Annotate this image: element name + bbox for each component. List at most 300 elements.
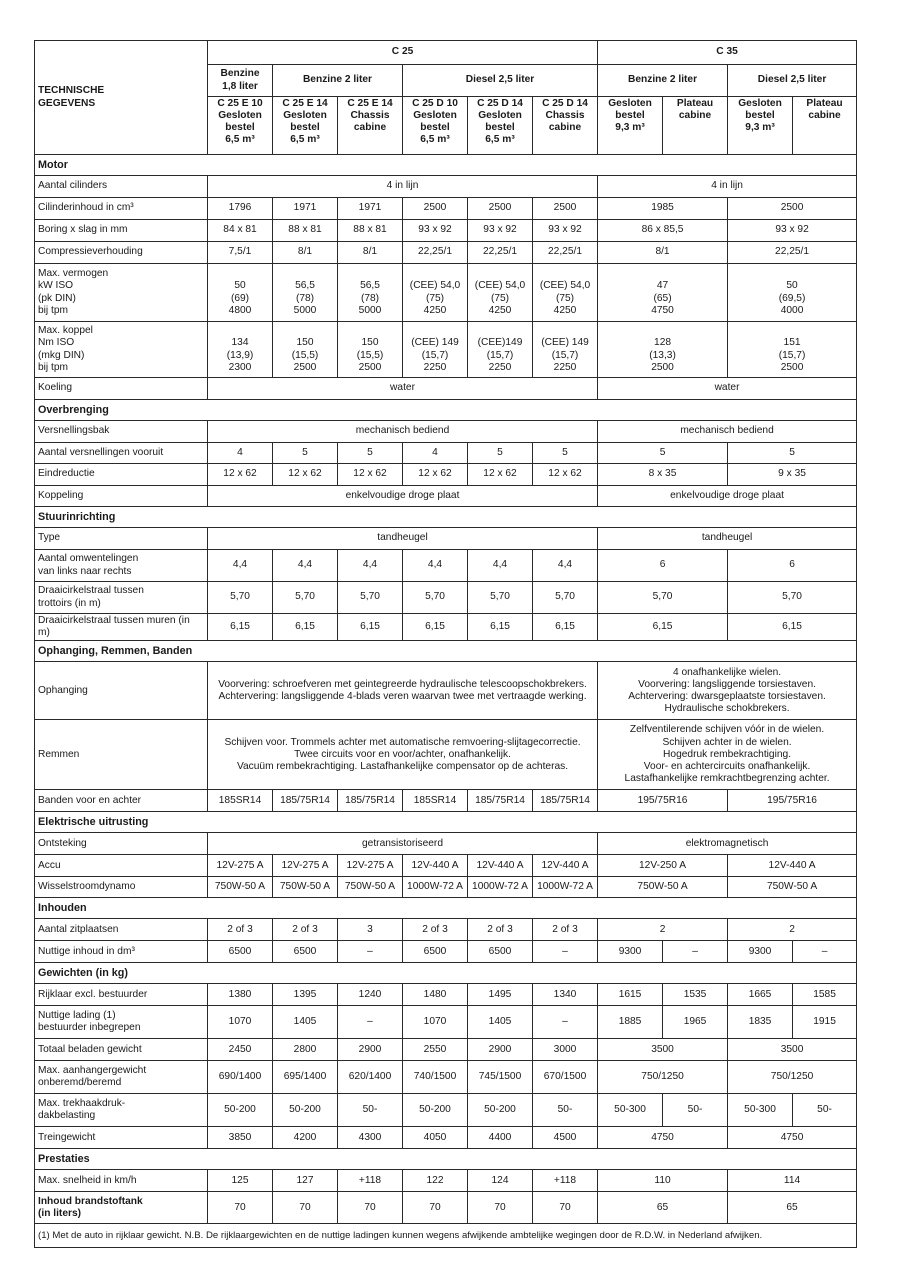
table-cell: enkelvoudige droge plaat (598, 486, 857, 507)
table-cell: 128 (13,3) 2500 (598, 322, 728, 378)
table-cell: 9 x 35 (728, 464, 857, 486)
table-cell: 150 (15,5) 2500 (338, 322, 403, 378)
row-label: Compressieverhouding (35, 242, 208, 264)
table-cell: 114 (728, 1170, 857, 1192)
table-cell: 50- (533, 1094, 598, 1127)
table-cell: 70 (273, 1192, 338, 1224)
table-cell: 8/1 (598, 242, 728, 264)
table-row (35, 264, 857, 322)
section-row (35, 812, 857, 833)
table-cell: 1340 (533, 984, 598, 1006)
row-label: Aantal zitplaatsen (35, 919, 208, 941)
row-label: Cilinderinhoud in cm³ (35, 198, 208, 220)
table-row (35, 1039, 857, 1061)
table-cell: 5,70 (273, 582, 338, 614)
table-cell: mechanisch bediend (208, 421, 598, 443)
row-label: Koppeling (35, 486, 208, 507)
row-label: Max. koppel Nm ISO (mkg DIN) bij tpm (35, 322, 208, 378)
table-cell: 4 in lijn (208, 176, 598, 198)
table-cell: 22,25/1 (468, 242, 533, 264)
table-cell: 12 x 62 (208, 464, 273, 486)
table-cell: 695/1400 (273, 1061, 338, 1094)
table-cell: 2450 (208, 1039, 273, 1061)
table-row (35, 919, 857, 941)
table-cell: 84 x 81 (208, 220, 273, 242)
fuel-header: Benzine 2 liter (598, 65, 728, 97)
table-cell: enkelvoudige droge plaat (208, 486, 598, 507)
table-cell: water (208, 378, 598, 400)
table-cell: 70 (468, 1192, 533, 1224)
table-cell: (CEE) 54,0 (75) 4250 (403, 264, 468, 322)
table-row (35, 421, 857, 443)
table-cell: 750W-50 A (338, 877, 403, 898)
footnote: (1) Met de auto in rijklaar gewicht. N.B. De rijklaargewichten en de nuttige ladingen kunnen wegens afwijkende ambtelijke wegingen door de R.D.W. in Nederland afwijken. (35, 1224, 857, 1248)
row-label: Ontsteking (35, 833, 208, 855)
table-cell: 5,70 (728, 582, 857, 614)
table-cell: 12V-440 A (728, 855, 857, 877)
table-cell: 3 (338, 919, 403, 941)
table-cell: 1405 (468, 1006, 533, 1039)
table-cell: 12V-275 A (338, 855, 403, 877)
table-cell: 185/75R14 (533, 790, 598, 812)
table-cell: Schijven voor. Trommels achter met automatische remvoering-slijtagecorrectie. Twee circuits voor en voor/achter, onafhankelijk. Vacuüm rembekrachtiging. Lastafhankelijke compensator op de achteras. (208, 720, 598, 790)
table-cell: 9300 (728, 941, 793, 963)
table-cell: 2 (598, 919, 728, 941)
table-cell: 12 x 62 (468, 464, 533, 486)
table-cell: 5,70 (338, 582, 403, 614)
row-label: Max. vermogen kW ISO (pk DIN) bij tpm (35, 264, 208, 322)
table-cell: 8/1 (273, 242, 338, 264)
table-cell: 50- (793, 1094, 857, 1127)
table-cell: 6500 (273, 941, 338, 963)
table-row (35, 378, 857, 400)
table-cell: 750W-50 A (728, 877, 857, 898)
table-cell: 93 x 92 (403, 220, 468, 242)
row-label: Boring x slag in mm (35, 220, 208, 242)
table-cell: 185/75R14 (468, 790, 533, 812)
model-header: C 25 D 10 Gesloten bestel 6,5 m³ (403, 97, 468, 155)
row-label: Aantal versnellingen vooruit (35, 443, 208, 464)
table-cell: 1965 (663, 1006, 728, 1039)
table-cell: 1535 (663, 984, 728, 1006)
table-cell: 2900 (468, 1039, 533, 1061)
table-cell: 740/1500 (403, 1061, 468, 1094)
table-row (35, 1192, 857, 1224)
table-cell: 70 (403, 1192, 468, 1224)
table-cell: 5,70 (533, 582, 598, 614)
table-cell: 150 (15,5) 2500 (273, 322, 338, 378)
table-cell: 9300 (598, 941, 663, 963)
table-cell: – (338, 941, 403, 963)
row-label: Rijklaar excl. bestuurder (35, 984, 208, 1006)
table-cell: 1915 (793, 1006, 857, 1039)
table-cell: 12V-440 A (403, 855, 468, 877)
table-cell: 4750 (598, 1127, 728, 1149)
table-row (35, 720, 857, 790)
row-label: Draaicirkelstraal tussen muren (in m) (35, 614, 208, 641)
header-row-group (35, 41, 857, 65)
table-row (35, 1094, 857, 1127)
table-cell: 4750 (728, 1127, 857, 1149)
table-cell: 1665 (728, 984, 793, 1006)
table-cell: 620/1400 (338, 1061, 403, 1094)
row-label: Max. snelheid in km/h (35, 1170, 208, 1192)
table-row (35, 984, 857, 1006)
table-cell: 12V-440 A (468, 855, 533, 877)
row-label: Draaicirkelstraal tussen trottoirs (in m) (35, 582, 208, 614)
table-cell: 70 (338, 1192, 403, 1224)
table-cell: 185/75R14 (273, 790, 338, 812)
table-cell: 1000W-72 A (533, 877, 598, 898)
table-cell: 50-200 (208, 1094, 273, 1127)
section-header: Elektrische uitrusting (35, 812, 857, 833)
table-cell: +118 (533, 1170, 598, 1192)
section-row (35, 155, 857, 176)
table-cell: 5 (533, 443, 598, 464)
table-row (35, 176, 857, 198)
table-row (35, 1127, 857, 1149)
table-cell: 50- (338, 1094, 403, 1127)
table-cell: 12 x 62 (533, 464, 598, 486)
table-cell: 50 (69) 4800 (208, 264, 273, 322)
table-cell: 50-200 (468, 1094, 533, 1127)
table-cell: 12V-440 A (533, 855, 598, 877)
table-cell: 4 in lijn (598, 176, 857, 198)
table-cell: 6,15 (338, 614, 403, 641)
group-header-c35: C 35 (598, 41, 857, 65)
table-cell: 2500 (728, 198, 857, 220)
row-label: Max. trekhaakdruk- dakbelasting (35, 1094, 208, 1127)
table-cell: 5 (598, 443, 728, 464)
section-header: Inhouden (35, 898, 857, 919)
table-cell: 4050 (403, 1127, 468, 1149)
table-cell: Zelfventilerende schijven vóór in de wielen. Schijven achter in de wielen. Hogedruk rembekrachtiging. Voor- en achtercircuits onafhankelijk. Lastafhankelijke remkrachtbegrenzing achter. (598, 720, 857, 790)
fuel-header: Benzine 2 liter (273, 65, 403, 97)
table-cell: 22,25/1 (728, 242, 857, 264)
table-cell: 47 (65) 4750 (598, 264, 728, 322)
specs-body (35, 41, 857, 1248)
table-cell: 12V-250 A (598, 855, 728, 877)
table-cell: 185SR14 (208, 790, 273, 812)
table-cell: tandheugel (208, 528, 598, 550)
table-cell: 3000 (533, 1039, 598, 1061)
table-cell: elektromagnetisch (598, 833, 857, 855)
section-row (35, 641, 857, 662)
table-cell: Voorvering: schroefveren met geintegreerde hydraulische telescoopschokbrekers. Achtervering: langsliggende 4-blads veren waarvan twee met vertraagde werking. (208, 662, 598, 720)
table-cell: 50 (69,5) 4000 (728, 264, 857, 322)
table-cell: 750/1250 (598, 1061, 728, 1094)
table-cell: 690/1400 (208, 1061, 273, 1094)
table-cell: – (533, 1006, 598, 1039)
table-cell: 5 (728, 443, 857, 464)
table-cell: 4,4 (273, 550, 338, 582)
table-cell: 1615 (598, 984, 663, 1006)
table-cell: 70 (208, 1192, 273, 1224)
table-cell: 50-200 (403, 1094, 468, 1127)
table-cell: 6500 (468, 941, 533, 963)
table-cell: 1885 (598, 1006, 663, 1039)
table-cell: 3500 (598, 1039, 728, 1061)
model-header: Gesloten bestel 9,3 m³ (728, 97, 793, 155)
model-header: Plateau cabine (793, 97, 857, 155)
table-cell: 12 x 62 (273, 464, 338, 486)
table-cell: (CEE) 149 (15,7) 2250 (533, 322, 598, 378)
table-cell: 745/1500 (468, 1061, 533, 1094)
table-cell: 8 x 35 (598, 464, 728, 486)
row-label: Ophanging (35, 662, 208, 720)
footnote-row (35, 1224, 857, 1248)
table-row (35, 220, 857, 242)
table-cell: 4 onafhankelijke wielen. Voorvering: langsliggende torsiestaven. Achtervering: dwarsgeplaatste torsiestaven. Hydraulische schokbrekers. (598, 662, 857, 720)
table-cell: 4400 (468, 1127, 533, 1149)
table-cell: 22,25/1 (533, 242, 598, 264)
table-cell: 88 x 81 (273, 220, 338, 242)
table-cell: 125 (208, 1170, 273, 1192)
section-row (35, 898, 857, 919)
table-cell: +118 (338, 1170, 403, 1192)
table-cell: 65 (728, 1192, 857, 1224)
table-cell: 6 (598, 550, 728, 582)
table-cell: 6,15 (468, 614, 533, 641)
row-label: Wisselstroomdynamo (35, 877, 208, 898)
table-cell: 4200 (273, 1127, 338, 1149)
table-cell: 750/1250 (728, 1061, 857, 1094)
row-label: Type (35, 528, 208, 550)
model-header: C 25 E 14 Gesloten bestel 6,5 m³ (273, 97, 338, 155)
table-cell: 12 x 62 (338, 464, 403, 486)
model-header: C 25 E 10 Gesloten bestel 6,5 m³ (208, 97, 273, 155)
table-cell: mechanisch bediend (598, 421, 857, 443)
table-cell: 50-300 (598, 1094, 663, 1127)
table-cell: 122 (403, 1170, 468, 1192)
table-row (35, 877, 857, 898)
table-cell: tandheugel (598, 528, 857, 550)
table-cell: 50- (663, 1094, 728, 1127)
table-cell: 1380 (208, 984, 273, 1006)
table-cell: 1985 (598, 198, 728, 220)
table-cell: 127 (273, 1170, 338, 1192)
table-cell: 110 (598, 1170, 728, 1192)
table-row (35, 941, 857, 963)
table-cell: 6,15 (598, 614, 728, 641)
table-row (35, 1170, 857, 1192)
table-cell: 2500 (468, 198, 533, 220)
table-row (35, 1006, 857, 1039)
table-row (35, 198, 857, 220)
table-cell: 70 (533, 1192, 598, 1224)
table-cell: getransistoriseerd (208, 833, 598, 855)
table-cell: 5 (338, 443, 403, 464)
table-cell: 5 (273, 443, 338, 464)
table-cell: 3500 (728, 1039, 857, 1061)
table-cell: 2 of 3 (208, 919, 273, 941)
table-cell: – (533, 941, 598, 963)
table-cell: 6,15 (533, 614, 598, 641)
table-cell: 195/75R16 (728, 790, 857, 812)
model-header: C 25 E 14 Chassis cabine (338, 97, 403, 155)
table-cell: 1585 (793, 984, 857, 1006)
table-cell: (CEE)149 (15,7) 2250 (468, 322, 533, 378)
table-cell: 670/1500 (533, 1061, 598, 1094)
specs-table (34, 40, 857, 1248)
section-header: Motor (35, 155, 857, 176)
table-cell: 50-300 (728, 1094, 793, 1127)
row-label: Accu (35, 855, 208, 877)
table-cell: 50-200 (273, 1094, 338, 1127)
table-cell: 6 (728, 550, 857, 582)
table-row (35, 582, 857, 614)
table-cell: 2 of 3 (533, 919, 598, 941)
table-cell: 1000W-72 A (403, 877, 468, 898)
table-cell: 185/75R14 (338, 790, 403, 812)
table-cell: 8/1 (338, 242, 403, 264)
table-cell: 56,5 (78) 5000 (273, 264, 338, 322)
table-cell: (CEE) 54,0 (75) 4250 (533, 264, 598, 322)
table-cell: 1070 (208, 1006, 273, 1039)
row-label: Eindreductie (35, 464, 208, 486)
table-cell: 12V-275 A (208, 855, 273, 877)
row-label: Nuttige inhoud in dm³ (35, 941, 208, 963)
table-cell: 195/75R16 (598, 790, 728, 812)
table-row (35, 486, 857, 507)
table-cell: 4300 (338, 1127, 403, 1149)
table-cell: 3850 (208, 1127, 273, 1149)
table-cell: water (598, 378, 857, 400)
table-cell: 4 (403, 443, 468, 464)
table-cell: 151 (15,7) 2500 (728, 322, 857, 378)
table-cell: 2900 (338, 1039, 403, 1061)
table-cell: 12V-275 A (273, 855, 338, 877)
table-cell: 1070 (403, 1006, 468, 1039)
table-cell: 4500 (533, 1127, 598, 1149)
table-cell: 5 (468, 443, 533, 464)
table-cell: 86 x 85,5 (598, 220, 728, 242)
section-row (35, 1149, 857, 1170)
table-row (35, 1061, 857, 1094)
table-cell: 7,5/1 (208, 242, 273, 264)
table-cell: 1835 (728, 1006, 793, 1039)
row-label: Max. aanhangergewicht onberemd/beremd (35, 1061, 208, 1094)
fuel-header: Diesel 2,5 liter (728, 65, 857, 97)
table-cell: 750W-50 A (598, 877, 728, 898)
table-row (35, 528, 857, 550)
table-cell: – (338, 1006, 403, 1039)
table-cell: 6500 (403, 941, 468, 963)
row-label: Totaal beladen gewicht (35, 1039, 208, 1061)
table-cell: 4,4 (338, 550, 403, 582)
table-cell: 4,4 (208, 550, 273, 582)
table-cell: – (663, 941, 728, 963)
table-cell: 2 of 3 (273, 919, 338, 941)
table-cell: 2500 (403, 198, 468, 220)
table-row (35, 550, 857, 582)
table-cell: 93 x 92 (533, 220, 598, 242)
table-cell: 4,4 (403, 550, 468, 582)
table-cell: 6,15 (403, 614, 468, 641)
table-row (35, 242, 857, 264)
table-cell: 1495 (468, 984, 533, 1006)
table-cell: (CEE) 149 (15,7) 2250 (403, 322, 468, 378)
table-cell: 1240 (338, 984, 403, 1006)
table-cell: – (793, 941, 857, 963)
table-cell: 56,5 (78) 5000 (338, 264, 403, 322)
table-cell: 1405 (273, 1006, 338, 1039)
fuel-header: Diesel 2,5 liter (403, 65, 598, 97)
table-row (35, 662, 857, 720)
group-header-c25: C 25 (208, 41, 598, 65)
table-cell: (CEE) 54,0 (75) 4250 (468, 264, 533, 322)
table-cell: 65 (598, 1192, 728, 1224)
table-cell: 5,70 (598, 582, 728, 614)
table-cell: 5,70 (403, 582, 468, 614)
section-header: Overbrenging (35, 400, 857, 421)
table-cell: 4,4 (468, 550, 533, 582)
section-header: Gewichten (in kg) (35, 963, 857, 984)
row-label: Treingewicht (35, 1127, 208, 1149)
section-row (35, 963, 857, 984)
row-label: Banden voor en achter (35, 790, 208, 812)
table-cell: 2 (728, 919, 857, 941)
table-cell: 12 x 62 (403, 464, 468, 486)
section-row (35, 400, 857, 421)
section-row (35, 507, 857, 528)
row-label: Versnellingsbak (35, 421, 208, 443)
table-cell: 1796 (208, 198, 273, 220)
section-header: Prestaties (35, 1149, 857, 1170)
row-label: Aantal omwentelingen van links naar rechts (35, 550, 208, 582)
row-label: Nuttige lading (1) bestuurder inbegrepen (35, 1006, 208, 1039)
table-cell: 2800 (273, 1039, 338, 1061)
table-cell: 6,15 (728, 614, 857, 641)
table-cell: 1000W-72 A (468, 877, 533, 898)
table-cell: 2 of 3 (468, 919, 533, 941)
table-row (35, 833, 857, 855)
table-cell: 2550 (403, 1039, 468, 1061)
table-cell: 2 of 3 (403, 919, 468, 941)
table-cell: 6,15 (273, 614, 338, 641)
table-cell: 1971 (273, 198, 338, 220)
model-header: Gesloten bestel 9,3 m³ (598, 97, 663, 155)
table-cell: 4,4 (533, 550, 598, 582)
table-cell: 1395 (273, 984, 338, 1006)
table-cell: 6500 (208, 941, 273, 963)
table-cell: 5,70 (208, 582, 273, 614)
table-row (35, 322, 857, 378)
table-cell: 4 (208, 443, 273, 464)
table-cell: 88 x 81 (338, 220, 403, 242)
table-row (35, 464, 857, 486)
table-row (35, 443, 857, 464)
row-label: Inhoud brandstoftank (in liters) (35, 1192, 208, 1224)
fuel-header: Benzine 1,8 liter (208, 65, 273, 97)
table-cell: 93 x 92 (728, 220, 857, 242)
table-row (35, 790, 857, 812)
table-cell: 124 (468, 1170, 533, 1192)
table-row (35, 614, 857, 641)
row-label: Koeling (35, 378, 208, 400)
table-title: TECHNISCHE GEGEVENS (35, 41, 208, 155)
table-cell: 750W-50 A (273, 877, 338, 898)
section-header: Ophanging, Remmen, Banden (35, 641, 857, 662)
table-cell: 5,70 (468, 582, 533, 614)
model-header: Plateau cabine (663, 97, 728, 155)
table-cell: 2500 (533, 198, 598, 220)
section-header: Stuurinrichting (35, 507, 857, 528)
table-cell: 750W-50 A (208, 877, 273, 898)
row-label: Aantal cilinders (35, 176, 208, 198)
model-header: C 25 D 14 Gesloten bestel 6,5 m³ (468, 97, 533, 155)
table-cell: 1480 (403, 984, 468, 1006)
